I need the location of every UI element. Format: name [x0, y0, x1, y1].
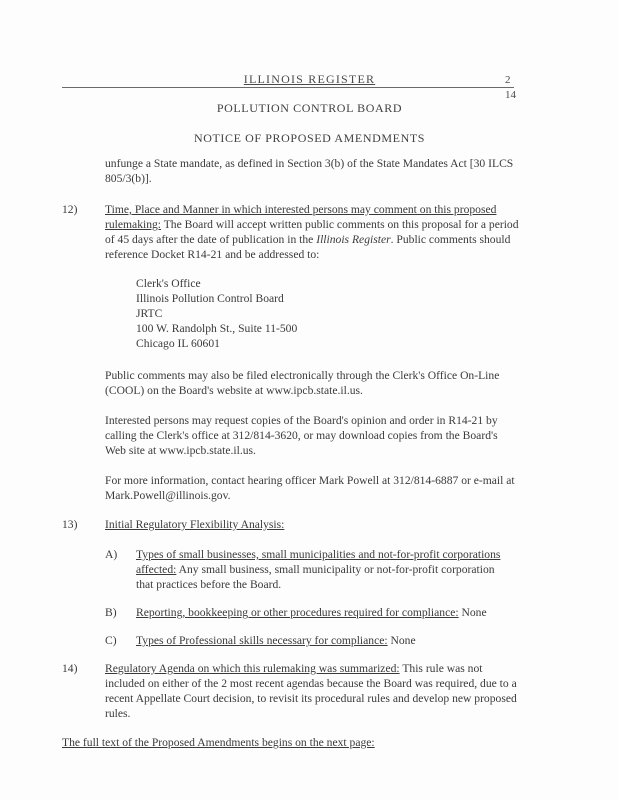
item-a-line-2 — [136, 562, 521, 577]
item-a-heading: Types of small businesses, small municipalities and not-for-profit corporations — [136, 548, 501, 561]
address-line: 100 W. Randolph St., Suite 11-500 — [136, 322, 298, 335]
item-b-label: B) — [105, 606, 117, 619]
section-14-number: 14) — [62, 662, 78, 675]
page-number: 2 — [505, 74, 511, 86]
item-c-heading: Types of Professional skills necessary for compliance: — [136, 634, 388, 647]
section-12-line-4: reference Docket R14-21 and be addressed to: — [105, 248, 320, 261]
section-12-line-2 — [105, 217, 520, 232]
item-a-heading-end: affected: — [136, 563, 177, 576]
copies-line-1: Interested persons may request copies of the Board's opinion and order in R14-21 by — [105, 414, 498, 427]
copies-line-2: calling the Clerk's office at 312/814-3620, or may download copies from the Board's — [105, 429, 498, 442]
section-12-text-3-end: . Public comments should — [390, 233, 511, 246]
section-12-heading-1 — [105, 202, 520, 217]
item-b-text: None — [458, 606, 487, 619]
item-c-label: C) — [105, 634, 117, 647]
register-year: 14 — [505, 89, 516, 101]
intro-line-1: unfunge a State mandate, as defined in Section 3(b) of the State Mandates Act [30 ILCS — [105, 157, 514, 170]
intro-line-2: 805/3(b)]. — [105, 172, 152, 185]
item-a-label: A) — [105, 548, 118, 561]
notice-title: NOTICE OF PROPOSED AMENDMENTS — [193, 131, 426, 145]
contact-line-2: Mark.Powell@illinois.gov. — [105, 489, 231, 502]
item-a-line-3: that practices before the Board. — [136, 578, 282, 591]
address-line: JRTC — [136, 307, 163, 320]
section-14-line-4: rules. — [105, 707, 131, 720]
address-line: Clerk's Office — [136, 277, 201, 290]
item-a-line-1 — [136, 547, 521, 562]
electronic-filing-line-2: (COOL) on the Board's website at www.ipcb.state.il.us. — [105, 384, 363, 397]
section-12-text-2: The Board will accept written public comments on this proposal for a period — [161, 218, 519, 231]
section-14-line-3: recent Appellate Court decision, to revisit its procedural rules and develop new proposed — [105, 692, 517, 705]
section-14-text-1: This rule was not — [399, 662, 483, 675]
section-13-heading — [105, 517, 520, 532]
section-12-number: 12) — [62, 203, 78, 216]
electronic-filing-line-1: Public comments may also be filed electronically through the Clerk's Office On-Line — [105, 369, 500, 382]
address-line: Illinois Pollution Control Board — [136, 292, 284, 305]
item-b-line — [136, 605, 521, 620]
address-line: Chicago IL 60601 — [136, 337, 220, 350]
section-14-heading: Regulatory Agenda on which this rulemaking was summarized: — [105, 662, 400, 675]
section-12-heading-end: rulemaking: — [105, 218, 162, 231]
contact-line-1: For more information, contact hearing officer Mark Powell at 312/814-6887 or e-mail at — [105, 474, 515, 487]
section-14-line-2: included on either of the 2 most recent agendas because the Board was required, due to a — [105, 677, 517, 690]
full-text-note-text: The full text of the Proposed Amendments begins on the next page: — [62, 736, 375, 749]
section-12-text-3: of 45 days after the date of publication in the — [105, 233, 314, 246]
full-text-note — [62, 735, 522, 750]
copies-line-3: Web site at www.ipcb.state.il.us. — [105, 444, 256, 457]
item-c-line — [136, 633, 521, 648]
item-b-heading: Reporting, bookkeeping or other procedures required for compliance: — [136, 606, 459, 619]
illinois-register-italic: Illinois Register — [316, 233, 391, 246]
section-12-heading-text: Time, Place and Manner in which interested persons may comment on this proposed — [105, 203, 497, 216]
section-13-number: 13) — [62, 518, 78, 531]
section-13-heading-text: Initial Regulatory Flexibility Analysis: — [105, 518, 285, 531]
section-12-line-3 — [105, 232, 520, 247]
section-14-line-1 — [105, 661, 520, 676]
header-rule — [62, 87, 514, 88]
item-a-text: Any small business, small municipality or not-for-profit corporation — [176, 563, 495, 576]
register-title: ILLINOIS REGISTER — [243, 72, 376, 86]
agency-name: POLLUTION CONTROL BOARD — [216, 101, 403, 115]
item-c-text: None — [387, 634, 416, 647]
